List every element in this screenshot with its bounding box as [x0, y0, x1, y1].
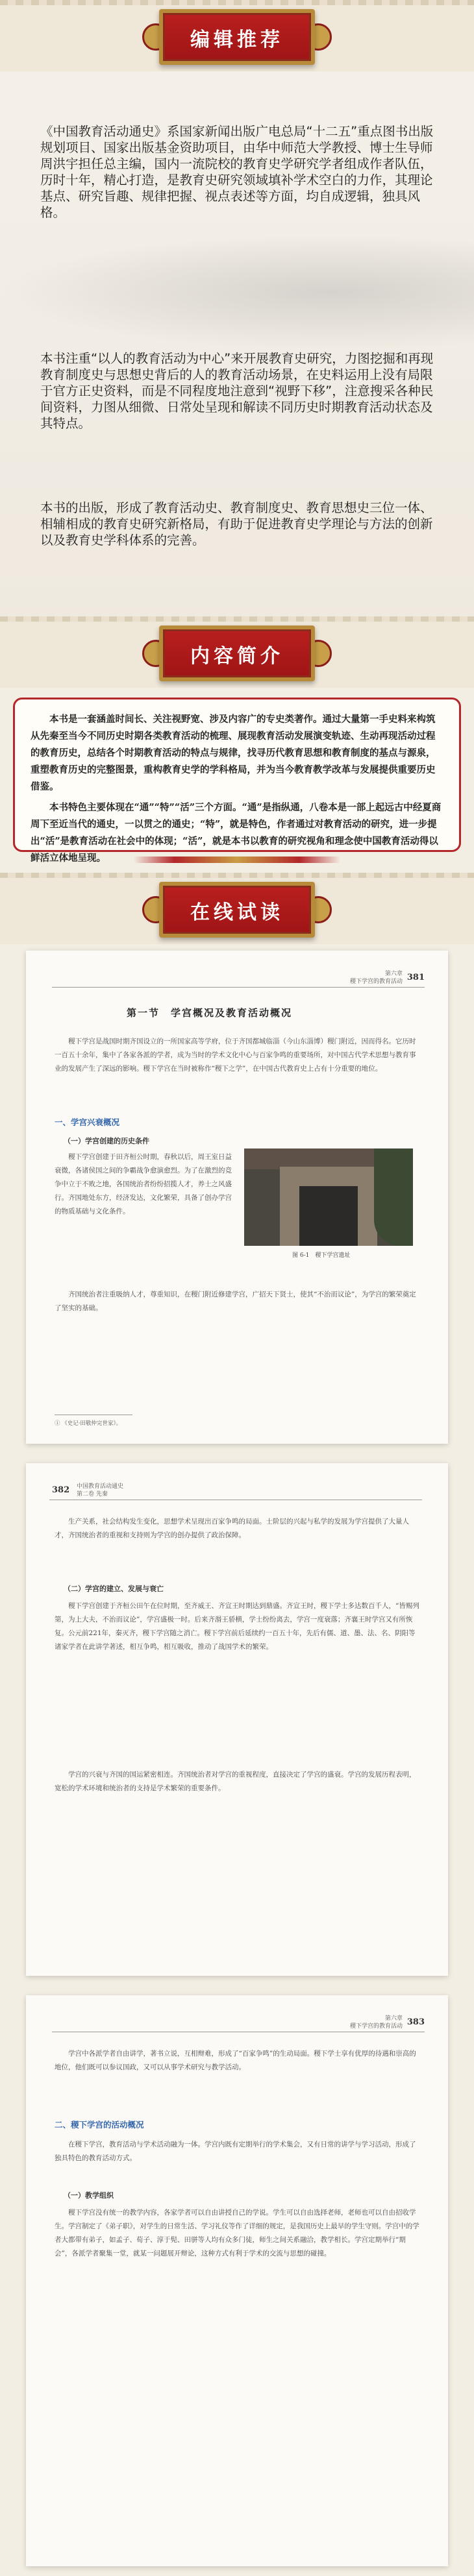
page-body-text: 稷下学宫是战国时期齐国设立的一所国家高等学府，位于齐国都城临淄（今山东淄博）稷门附近，因而得名。它历时一百五十余年，集中了各家各派的学者，成为当时的学术文化中心与百家争鸣的重要场所，对中国古代学术思想与教育事业的发展产生了深远的影响。稷下学宫在当时被称作“稷下之学”，在中国古代教育史上占有十分重要的地位。: [55, 1038, 416, 1073]
intro-box: [13, 698, 461, 864]
book-page-382: [26, 1463, 448, 1976]
page-header: 第六章 稷下学宫的教育活动: [349, 2015, 403, 2030]
preview-plaque: [159, 882, 315, 938]
intro-paragraph-1: 本书是一套涵盖时间长、关注视野宽、涉及内容广的专史类著作。通过大量第一手史料来构筑从先秦至当今不同历史时期各类教育活动的梳理、展现教育活动发展演变轨迹、生动再现活动过程的教育历史，总结各个时期教育活动的特点与规律，找寻历代教育思想和教育制度的基点与源泉，重塑教育历史的完整图景，重构教育史学的学科格局，并为当今教育教学改革与发展提供重要历史借鉴。: [31, 714, 436, 792]
book-page-381: [26, 951, 448, 1444]
subheading: （一）教学组织: [64, 2191, 114, 2200]
recommendation-paragraph-2: 本书注重“以人的教育活动为中心”来开展教育史研究，力图挖掘和再现教育制度史与思想史背后的人的教育活动场景，在史料运用上没有局限于官方正史资料，而是不同程度地注意到“视野下移”，注意搜采各种民间资料，力图从细微、日常处呈现和解读不同历史时期教育活动状态及其特点。: [40, 351, 434, 431]
page-body-text: 稷下学宫没有统一的教学内容，各家学者可以自由讲授自己的学说。学生可以自由选择老师，老师也可以自由招收学生。学宫制定了《弟子职》，对学生的日常生活、学习礼仪等作了详细的规定，是我国历史上最早的学生守则。学宫中的学者大都带有弟子，如孟子、荀子、淳于髡、田骈等人均有众多门徒，师生之间关系融洽，教学相长。学宫定期举行“期会”，各派学者聚集一堂，就某一问题展开辩论，这种方式有利于学术的交流与思想的碰撞。: [55, 2209, 419, 2257]
book-page-383: [26, 1995, 448, 2566]
page-body-text: 稷下学宫创建于齐桓公田午在位时期，至齐威王、齐宣王时期达到鼎盛。齐宣王时，稷下学士多达数百千人，“皆赐列第，为上大夫，不治而议论”，学宫盛极一时。后来齐湣王骄横，学士纷纷离去，学宫一度衰落；齐襄王时学宫又有所恢复。公元前221年，秦灭齐，稷下学宫随之消亡。稷下学宫前后延续约一百五十年，先后有儒、道、墨、法、名、阴阳等诸家学者在此讲学著述，相互争鸣，相互吸收，推动了战国学术的繁荣。: [55, 1602, 419, 1651]
recommendation-section: [0, 71, 474, 629]
page-header: 第六章 稷下学宫的教育活动: [349, 971, 403, 985]
ink-wash-decoration: [0, 234, 474, 350]
intro-banner: [0, 616, 474, 688]
header-rule: [52, 987, 425, 988]
page-number: 382: [52, 1485, 70, 1495]
page-number: 381: [406, 973, 425, 982]
recommendation-paragraph-1: 《中国教育活动通史》系国家新闻出版广电总局“十二五”重点图书出版规划项目、国家出版基金资助项目，由华中师范大学教授、博士生导师周洪宇担任总主编，国内一流院校的教育史学研究学者组成作者队伍，历时十年，精心打造，是教育史研究领域填补学术空白的力作，其理论基点、研究旨趣、规律把握、视点表述等方面，均自成逻辑，独具风格。: [40, 124, 434, 220]
intro-paragraph-2: 本书特色主要体现在“通”“特”“活”三个方面。“通”是指纵通，八卷本是一部上起远古中经夏商周下至近当代的通史，一以贯之的通史；“特”，就是特色，作者通过对教育活动的研究，进一步提出“活”是教育活动在社会中的体现；“活”，就是本书以教育的研究视角和理念使中国教育活动得以鲜活立体地呈现。: [31, 802, 442, 864]
page-body-text: 学宫的兴衰与齐国的国运紧密相连。齐国统治者对学宫的重视程度，直接决定了学宫的盛衰。学宫的发展历程表明，宽松的学术环境和统治者的支持是学术繁荣的重要条件。: [55, 1771, 416, 1792]
page-number: 383: [406, 2017, 425, 2027]
site-photo: [244, 1148, 413, 1246]
subheading: 二、稷下学宫的活动概况: [55, 2120, 144, 2130]
page-body-text: 生产关系，社会结构发生变化，思想学术呈现出百家争鸣的局面。士阶层的兴起与私学的发展为学宫提供了大量人才，齐国统治者的重视和支持则为学宫的创办提供了政治保障。: [55, 1518, 409, 1539]
page-body-text: 在稷下学宫，教育活动与学术活动融为一体。学宫内既有定期举行的学术集会，又有日常的讲学与学习活动，形成了独具特色的教育活动方式。: [55, 2141, 416, 2162]
divider-ornament: [133, 857, 341, 863]
preview-banner: [0, 873, 474, 944]
intro-title: 内容简介: [190, 645, 284, 668]
subheading: 一、学宫兴衰概况: [55, 1117, 120, 1127]
recommendation-title: 编辑推荐: [190, 29, 284, 51]
preview-title: 在线试读: [190, 901, 284, 924]
page-body-text: 稷下学宫创建于田齐桓公时期，春秋以后，周王室日益衰微，各诸侯国之间的争霸战争愈演愈烈。为了在激烈的竞争中立于不败之地，各国统治者纷纷招揽人才，养士之风盛行。齐国地处东方，经济发达，文化繁荣，具备了创办学宫的物质基础与文化条件。: [55, 1153, 232, 1215]
subheading: （二）学宫的建立、发展与衰亡: [64, 1585, 164, 1593]
section-title: 第一节 学宫概况及教育活动概况: [127, 1007, 293, 1019]
photo-caption: 图 6-1 稷下学宫遗址: [292, 1252, 351, 1259]
page-body-text: 齐国统治者注重吸纳人才，尊重知识，在稷门附近修建学宫，广招天下贤士，使其“不治而议论”，为学宫的繁荣奠定了坚实的基础。: [55, 1291, 416, 1312]
recommendation-plaque: [159, 9, 315, 65]
page-header: 中国教育活动通史 第二卷 先秦: [77, 1483, 124, 1498]
recommendation-paragraph-3: 本书的出版，形成了教育活动史、教育制度史、教育思想史三位一体、相辅相成的教育史研究新格局，有助于促进教育史学理论与方法的创新以及教育史学科体系的完善。: [40, 500, 433, 548]
intro-plaque: [159, 626, 315, 681]
page-body-text: 学宫中各派学者自由讲学，著书立说，互相辩难，形成了“百家争鸣”的生动局面。稷下学士享有优厚的待遇和崇高的地位，他们既可以参议国政，又可以从事学术研究与教学活动。: [55, 2050, 416, 2071]
subheading: （一）学宫创建的历史条件: [64, 1137, 149, 1145]
footnote: ① 《史记·田敬仲完世家》。: [55, 1420, 122, 1427]
recommendation-banner: [0, 0, 474, 71]
